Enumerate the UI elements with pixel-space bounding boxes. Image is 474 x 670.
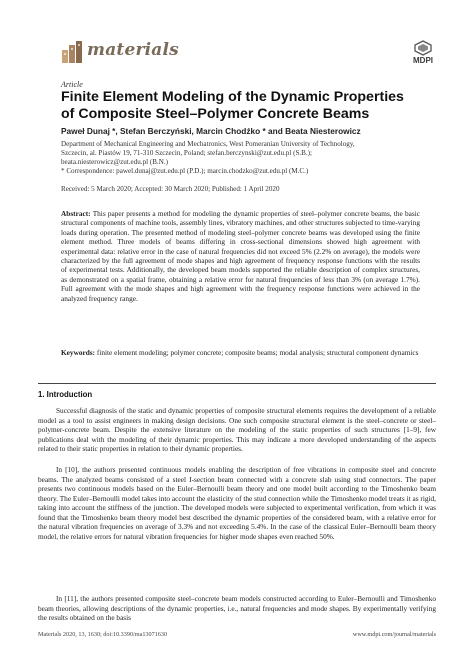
affiliation-line: beata.niesterowicz@zut.edu.pl (B.N.) xyxy=(61,158,168,166)
journal-header xyxy=(61,38,433,74)
publication-dates: Received: 5 March 2020; Accepted: 30 March 2020; Published: 1 April 2020 xyxy=(61,185,280,193)
publisher-logo xyxy=(408,40,438,65)
mdpi-logo-icon xyxy=(414,40,432,56)
footer-journal-link[interactable]: www.mdpi.com/journal/materials xyxy=(352,631,436,638)
abstract-text: This paper presents a method for modeling the dynamic properties of steel–polymer concrete beams, the basic structural components of machine tools, assembly lines, vibratory machines, and other structures subjected to time-varying loads during operation. The presented method of modeling steel–polymer concrete beams was developed using the finite element method. Three models of beams differing in cross-sectional dimensions showed high agreement with experimental data: relative error in the case of natural frequencies did not exceed 5% (2.2% on average), the models were characterized by the full agreement of mode shapes and high agreement of frequency response functions with the results of experimental tests. Additionally, the developed beam models supported the reliable description of complex structures, as demonstrated on a spatial frame, obtaining a relative error for natural frequencies of less than 3% (on average 1.7%). Full agreement with the mode shapes and high agreement with the frequency response functions were achieved in the analyzed frequency range. xyxy=(61,209,420,303)
keywords-text: finite element modeling; polymer concrete; composite beams; modal analysis; structural component dynamics xyxy=(96,348,419,357)
article-title: Finite Element Modeling of the Dynamic Properties of Composite Steel–Polymer Concrete Beams xyxy=(61,89,404,122)
body-paragraph: In [10], the authors presented continuous models enabling the description of free vibrations in composite steel and concrete beams. The analyzed beams consisted of a steel I-section beam connected with a concrete slab using stud connectors. The paper presents two continuous models based on the Euler–Bernoulli beam theory and one model built according to the Timoshenko beam theory. The Euler–Bernoulli model takes into account the elasticity of the stud connection while the Timoshenko model treats it as rigid, taking into account the stiffness of the junction. The developed models were subjected to experimental verification, from which it was found that the Timoshenko beam theory model best described the dynamic properties of the considered beam, with a relative error for the natural vibration frequencies on average of 3.3% and not exceeding 5.4%. In the case of the classical Euler–Bernoulli beam theory model, the relative errors for natural vibration frequencies for higher mode shapes even reached 50%. xyxy=(38,465,436,541)
abstract-label: Abstract: xyxy=(61,209,91,218)
abstract xyxy=(61,209,420,303)
section-heading: 1. Introduction xyxy=(38,390,93,399)
section-divider xyxy=(38,383,436,384)
keywords-label: Keywords: xyxy=(61,348,96,357)
keywords xyxy=(61,348,420,357)
body-paragraph: In [11], the authors presented composite steel–concrete beam models constructed according to Euler–Bernoulli and Timoshenko beam theories, allowing descriptions of the dynamic properties, i.e., natural frequencies and mode shapes. By experimentally verifying the results obtained on the basis xyxy=(38,594,436,622)
correspondence-line: * Correspondence: pawel.dunaj@zut.edu.pl (P.D.); marcin.chodzko@zut.edu.pl (M.C.) xyxy=(61,167,309,175)
body-paragraph: Successful diagnosis of the static and dynamic properties of composite structural elements requires the development of a reliable model as a tool to assist engineers in making design decisions. One such composite structural element is the steel–concrete or steel–polymer-concrete beam. Despite the extensive literature on the modeling of the static properties of such structures [1–9], few publications deal with the modeling of their dynamic properties. This may indicate a more developed understanding of the aspects related to their static properties in relation to their dynamic properties. xyxy=(38,406,436,453)
footer-citation: Materials 2020, 13, 1630; doi:10.3390/ma13071630 xyxy=(38,631,168,638)
affiliation-line: Department of Mechanical Engineering and Mechatronics, West Pomeranian University of Technology, xyxy=(61,140,355,148)
affiliation-block xyxy=(61,140,421,176)
article-type: Article xyxy=(61,80,83,89)
materials-journal-logo-icon xyxy=(61,40,83,64)
author-list: Paweł Dunaj *, Stefan Berczyński, Marcin Chodźko * and Beata Niesterowicz xyxy=(61,126,361,136)
publisher-name: MDPI xyxy=(413,56,433,65)
journal-name: materials xyxy=(87,40,179,60)
affiliation-line: Szczecin, al. Piastów 19, 71-310 Szczecin, Poland; stefan.berczynski@zut.edu.pl (S.B.); xyxy=(61,149,313,157)
